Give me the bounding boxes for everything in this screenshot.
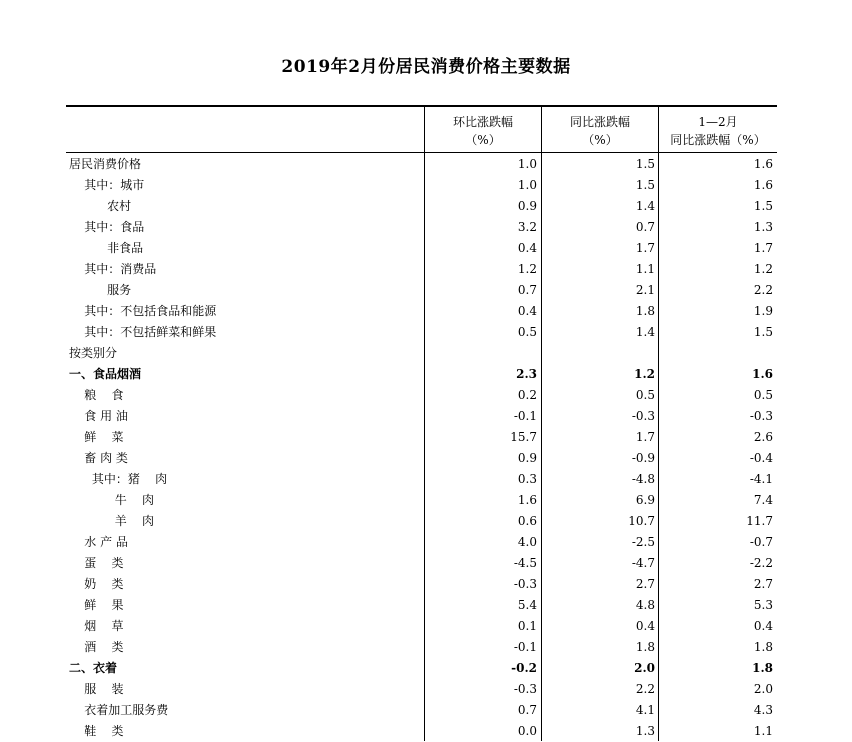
value-mom: 0.2 (517, 388, 537, 402)
value-ytd: 0.4 (753, 619, 773, 633)
table-row (66, 217, 777, 238)
value-ytd: -0.4 (749, 451, 773, 465)
row-label: 其中：城市 (69, 178, 145, 192)
value-ytd: 2.2 (753, 283, 773, 297)
table-row (66, 280, 777, 301)
value-ytd: -0.7 (749, 535, 773, 549)
value-mom: 0.0 (517, 724, 537, 738)
table-row (66, 343, 777, 364)
value-ytd: 5.3 (753, 598, 773, 612)
row-label: 其中：食品 (69, 220, 145, 234)
row-label: 鲜 果 (69, 598, 124, 612)
table-row (66, 658, 777, 679)
row-label: 食 用 油 (69, 409, 128, 423)
header-line: （%） (465, 133, 501, 147)
row-label: 其中：猪 肉 (69, 472, 168, 486)
table-row (66, 553, 777, 574)
value-ytd: -2.2 (749, 556, 773, 570)
value-mom: 0.5 (517, 325, 537, 339)
value-ytd: 2.0 (753, 682, 773, 696)
value-mom: 1.0 (517, 178, 537, 192)
value-ytd: 1.8 (752, 661, 773, 675)
table-row (66, 511, 777, 532)
row-label: 服 装 (69, 682, 124, 696)
value-ytd: 11.7 (746, 514, 773, 528)
table-row (66, 637, 777, 658)
value-yoy: -0.3 (631, 409, 655, 423)
value-ytd: 1.3 (753, 220, 773, 234)
row-label: 其中：不包括鲜菜和鲜果 (69, 325, 217, 339)
value-yoy: 0.7 (635, 220, 655, 234)
table-row (66, 322, 777, 343)
header-yoy (542, 107, 658, 152)
row-label: 奶 类 (69, 577, 124, 591)
row-label: 按类别分 (69, 346, 118, 360)
row-label: 非食品 (69, 241, 144, 255)
value-mom: -0.1 (513, 640, 537, 654)
header-line: 同比涨跌幅 (569, 115, 630, 129)
value-mom: 5.4 (517, 598, 537, 612)
value-mom: 0.7 (517, 703, 537, 717)
page-title: 2019年2月份居民消费价格主要数据 (281, 57, 571, 77)
table-header (66, 107, 777, 153)
table-row (66, 532, 777, 553)
cpi-table (66, 105, 777, 738)
value-ytd: 1.2 (753, 262, 773, 276)
value-mom: 15.7 (510, 430, 537, 444)
row-label: 鞋 类 (69, 724, 124, 738)
value-yoy: 1.2 (634, 367, 655, 381)
row-label: 烟 草 (69, 619, 124, 633)
table-row (66, 196, 777, 217)
table-row (66, 448, 777, 469)
table-row (66, 595, 777, 616)
value-yoy: 1.7 (635, 241, 655, 255)
value-yoy: 1.7 (635, 430, 655, 444)
header-line: 1—2月 (698, 115, 738, 129)
value-ytd: 1.6 (753, 178, 773, 192)
value-mom: -0.3 (513, 682, 537, 696)
value-mom: 0.3 (517, 472, 537, 486)
value-mom: 0.4 (517, 304, 537, 318)
table-row (66, 616, 777, 637)
value-mom: 1.2 (517, 262, 537, 276)
row-label: 鲜 菜 (69, 430, 124, 444)
value-yoy: 10.7 (628, 514, 655, 528)
value-yoy: 1.4 (635, 199, 655, 213)
value-ytd: 0.5 (753, 388, 773, 402)
row-label: 居民消费价格 (69, 157, 142, 171)
value-mom: 0.4 (517, 241, 537, 255)
row-label: 畜 肉 类 (69, 451, 128, 465)
header-line: 环比涨跌幅 (452, 115, 513, 129)
value-mom: 0.7 (517, 283, 537, 297)
value-ytd: 1.6 (753, 157, 773, 171)
value-mom: -0.2 (511, 661, 537, 675)
value-yoy: 4.8 (635, 598, 655, 612)
table-row (66, 490, 777, 511)
value-ytd: 2.6 (753, 430, 773, 444)
header-line: （%） (582, 133, 618, 147)
value-yoy: 0.5 (635, 388, 655, 402)
table-row (66, 154, 777, 175)
value-ytd: 1.1 (753, 724, 773, 738)
value-mom: 0.1 (517, 619, 537, 633)
table-row (66, 175, 777, 196)
value-ytd: 7.4 (753, 493, 773, 507)
value-yoy: 6.9 (635, 493, 655, 507)
value-yoy: 1.4 (635, 325, 655, 339)
row-label: 农村 (69, 199, 132, 213)
table-row (66, 574, 777, 595)
row-label: 羊 肉 (69, 514, 155, 528)
value-mom: -0.1 (513, 409, 537, 423)
value-ytd: 2.7 (753, 577, 773, 591)
value-yoy: 1.1 (635, 262, 655, 276)
row-label: 其中：消费品 (69, 262, 157, 276)
value-yoy: 2.0 (634, 661, 655, 675)
row-label: 蛋 类 (69, 556, 124, 570)
value-mom: 2.3 (516, 367, 537, 381)
value-yoy: 2.1 (635, 283, 655, 297)
value-yoy: 1.5 (635, 157, 655, 171)
row-label: 衣着加工服务费 (69, 703, 169, 717)
value-mom: -4.5 (513, 556, 537, 570)
value-ytd: 1.6 (752, 367, 773, 381)
value-yoy: 4.1 (635, 703, 655, 717)
value-ytd: 4.3 (753, 703, 773, 717)
value-yoy: 1.3 (635, 724, 655, 738)
value-mom: 1.6 (517, 493, 537, 507)
table-row (66, 679, 777, 700)
table-row (66, 259, 777, 280)
row-label: 酒 类 (69, 640, 124, 654)
row-label: 粮 食 (69, 388, 124, 402)
table-row (66, 427, 777, 448)
value-yoy: -4.7 (631, 556, 655, 570)
value-yoy: -4.8 (631, 472, 655, 486)
value-ytd: -0.3 (749, 409, 773, 423)
table-row (66, 469, 777, 490)
value-yoy: 2.2 (635, 682, 655, 696)
row-label: 二、衣着 (69, 661, 118, 675)
row-label: 服务 (69, 283, 132, 297)
table-row (66, 385, 777, 406)
table-row (66, 364, 777, 385)
value-yoy: 2.7 (635, 577, 655, 591)
value-ytd: 1.5 (753, 199, 773, 213)
value-yoy: -0.9 (631, 451, 655, 465)
value-ytd: 1.8 (753, 640, 773, 654)
row-label: 牛 肉 (69, 493, 155, 507)
value-yoy: -2.5 (631, 535, 655, 549)
value-mom: 0.9 (517, 199, 537, 213)
row-label: 一、食品烟酒 (69, 367, 142, 381)
value-ytd: 1.5 (753, 325, 773, 339)
value-yoy: 1.8 (635, 640, 655, 654)
header-ytd (659, 107, 777, 152)
table-row (66, 700, 777, 721)
table-row (66, 301, 777, 322)
value-mom: 1.0 (517, 157, 537, 171)
row-label: 水 产 品 (69, 535, 128, 549)
table-row (66, 238, 777, 259)
value-yoy: 1.8 (635, 304, 655, 318)
value-mom: 3.2 (517, 220, 537, 234)
value-mom: -0.3 (513, 577, 537, 591)
header-line: 同比涨跌幅（%） (670, 133, 766, 147)
value-yoy: 1.5 (635, 178, 655, 192)
table-row (66, 406, 777, 427)
value-mom: 4.0 (517, 535, 537, 549)
value-ytd: -4.1 (749, 472, 773, 486)
value-ytd: 1.7 (753, 241, 773, 255)
value-mom: 0.9 (517, 451, 537, 465)
value-mom: 0.6 (517, 514, 537, 528)
row-label: 其中：不包括食品和能源 (69, 304, 217, 318)
header-mom (425, 107, 541, 152)
value-yoy: 0.4 (635, 619, 655, 633)
value-ytd: 1.9 (753, 304, 773, 318)
